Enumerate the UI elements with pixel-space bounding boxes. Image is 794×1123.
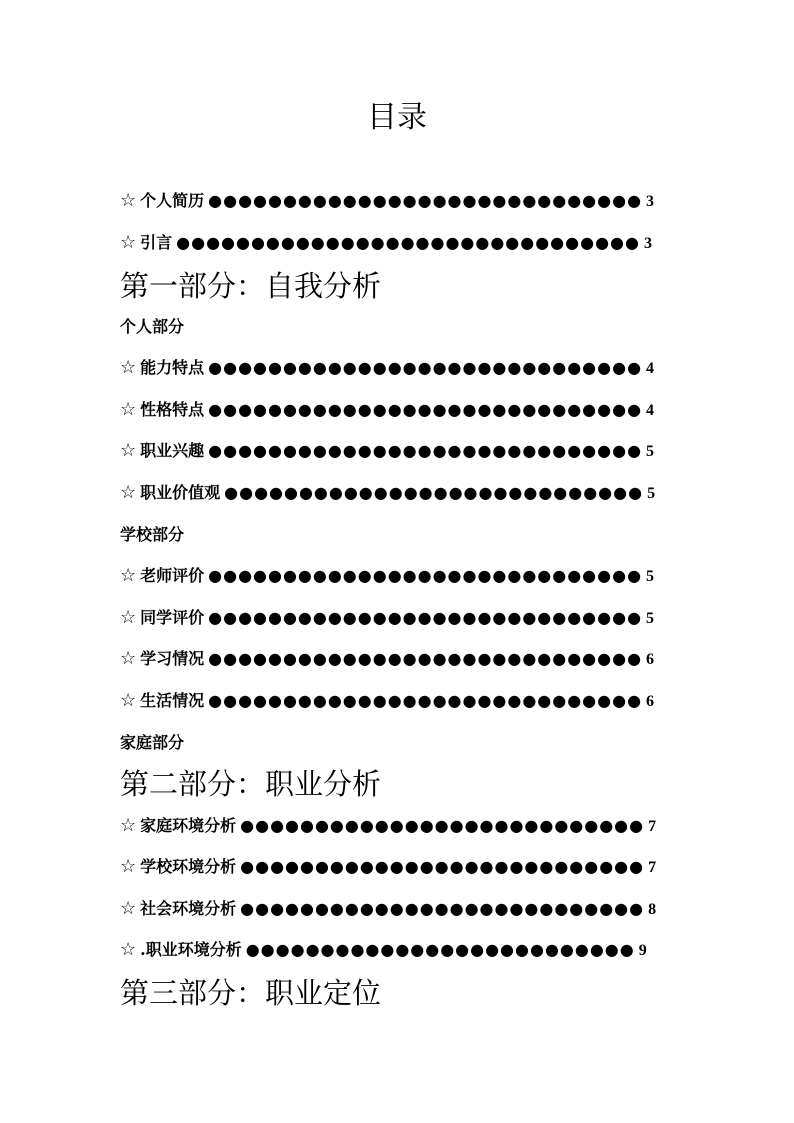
toc-page-number: 7 bbox=[648, 818, 657, 835]
toc-page-number: 9 bbox=[638, 942, 647, 959]
star-icon: ☆ bbox=[120, 690, 137, 711]
toc-page-number: 7 bbox=[648, 859, 657, 876]
toc-entry-label: 老师评价 bbox=[140, 566, 205, 585]
toc-page-number: 5 bbox=[647, 485, 656, 502]
toc-entry-label: 学习情况 bbox=[140, 649, 205, 668]
dot-leader: ●●●●●●●●●●●●●●●●●●●●●●●●●●●●● bbox=[208, 358, 643, 377]
star-icon: ☆ bbox=[120, 898, 137, 919]
toc-entry-life[interactable] bbox=[120, 688, 654, 714]
toc-entry-label: 能力特点 bbox=[140, 358, 205, 377]
toc-entry-label: 生活情况 bbox=[140, 691, 205, 710]
toc-entry-label: 同学评价 bbox=[140, 608, 205, 627]
toc-entry-label: 个人简历 bbox=[140, 191, 205, 210]
toc-entry-label: 学校环境分析 bbox=[140, 857, 237, 876]
star-icon: ☆ bbox=[120, 565, 137, 586]
toc-entry-label: 职业价值观 bbox=[140, 483, 221, 502]
star-icon: ☆ bbox=[120, 232, 137, 253]
toc-page-number: 3 bbox=[646, 193, 655, 210]
toc-entry-resume[interactable] bbox=[120, 188, 654, 214]
toc-page-number: 5 bbox=[646, 443, 655, 460]
dot-leader: ●●●●●●●●●●●●●●●●●●●●●●●●●●●●● bbox=[208, 649, 643, 668]
dot-leader: ●●●●●●●●●●●●●●●●●●●●●●●●●●●●● bbox=[208, 691, 643, 710]
family-section-heading: 家庭部分 bbox=[120, 733, 185, 752]
toc-entry-preface[interactable] bbox=[120, 230, 652, 256]
dot-leader: ●●●●●●●●●●●●●●●●●●●●●●●●●●●●● bbox=[208, 608, 643, 627]
school-section-heading: 学校部分 bbox=[120, 525, 185, 544]
star-icon: ☆ bbox=[120, 815, 137, 836]
toc-entry-label: 引言 bbox=[140, 233, 173, 252]
dot-leader: ●●●●●●●●●●●●●●●●●●●●●●●●●●●●● bbox=[208, 191, 643, 210]
toc-page-number: 3 bbox=[643, 235, 652, 252]
toc-entry-label: 职业兴趣 bbox=[140, 441, 205, 460]
star-icon: ☆ bbox=[120, 440, 137, 461]
part1-heading: 第一部分：自我分析 bbox=[120, 269, 382, 303]
toc-entry-family-env[interactable] bbox=[120, 813, 656, 839]
toc-entry-school-env[interactable] bbox=[120, 854, 656, 880]
dot-leader: ●●●●●●●●●●●●●●●●●●●●●●●●●●● bbox=[240, 857, 645, 876]
toc-page-number: 8 bbox=[648, 901, 657, 918]
star-icon: ☆ bbox=[120, 648, 137, 669]
star-icon: ☆ bbox=[120, 399, 137, 420]
star-icon: ☆ bbox=[120, 607, 137, 628]
toc-entry-social-env[interactable] bbox=[120, 896, 656, 922]
star-icon: ☆ bbox=[120, 856, 137, 877]
dot-leader: ●●●●●●●●●●●●●●●●●●●●●●●●●●●●●●● bbox=[176, 233, 640, 252]
part3-heading: 第三部分：职业定位 bbox=[120, 976, 382, 1010]
part2-heading: 第二部分：职业分析 bbox=[120, 767, 382, 801]
dot-leader: ●●●●●●●●●●●●●●●●●●●●●●●●●●●● bbox=[224, 483, 644, 502]
dot-leader: ●●●●●●●●●●●●●●●●●●●●●●●●●● bbox=[245, 940, 635, 959]
toc-entry-label: 社会环境分析 bbox=[140, 899, 237, 918]
dot-leader: ●●●●●●●●●●●●●●●●●●●●●●●●●●● bbox=[240, 816, 645, 835]
dot-leader: ●●●●●●●●●●●●●●●●●●●●●●●●●●● bbox=[240, 899, 645, 918]
toc-entry-study[interactable] bbox=[120, 646, 654, 672]
dot-leader: ●●●●●●●●●●●●●●●●●●●●●●●●●●●●● bbox=[208, 400, 643, 419]
dot-leader: ●●●●●●●●●●●●●●●●●●●●●●●●●●●●● bbox=[208, 441, 643, 460]
toc-page-number: 5 bbox=[646, 610, 655, 627]
toc-page-number: 4 bbox=[646, 402, 655, 419]
dot-leader: ●●●●●●●●●●●●●●●●●●●●●●●●●●●●● bbox=[208, 566, 643, 585]
toc-entry-career-env[interactable] bbox=[120, 937, 647, 963]
star-icon: ☆ bbox=[120, 939, 137, 960]
toc-entry-ability[interactable] bbox=[120, 355, 654, 381]
toc-entry-interest[interactable] bbox=[120, 438, 654, 464]
personal-section-heading: 个人部分 bbox=[120, 317, 185, 336]
toc-page-number: 5 bbox=[646, 568, 655, 585]
toc-entry-teacher-review[interactable] bbox=[120, 563, 654, 589]
toc-entry-label: 性格特点 bbox=[140, 400, 205, 419]
toc-entry-classmate-review[interactable] bbox=[120, 605, 654, 631]
toc-entry-values[interactable] bbox=[120, 480, 655, 506]
toc-entry-label: .职业环境分析 bbox=[140, 940, 242, 959]
toc-page-number: 4 bbox=[646, 360, 655, 377]
page-title: 目录 bbox=[367, 100, 427, 135]
star-icon: ☆ bbox=[120, 190, 137, 211]
star-icon: ☆ bbox=[120, 482, 137, 503]
toc-entry-personality[interactable] bbox=[120, 397, 654, 423]
toc-entry-label: 家庭环境分析 bbox=[140, 816, 237, 835]
toc-page-number: 6 bbox=[646, 651, 655, 668]
star-icon: ☆ bbox=[120, 357, 137, 378]
toc-page-number: 6 bbox=[646, 693, 655, 710]
